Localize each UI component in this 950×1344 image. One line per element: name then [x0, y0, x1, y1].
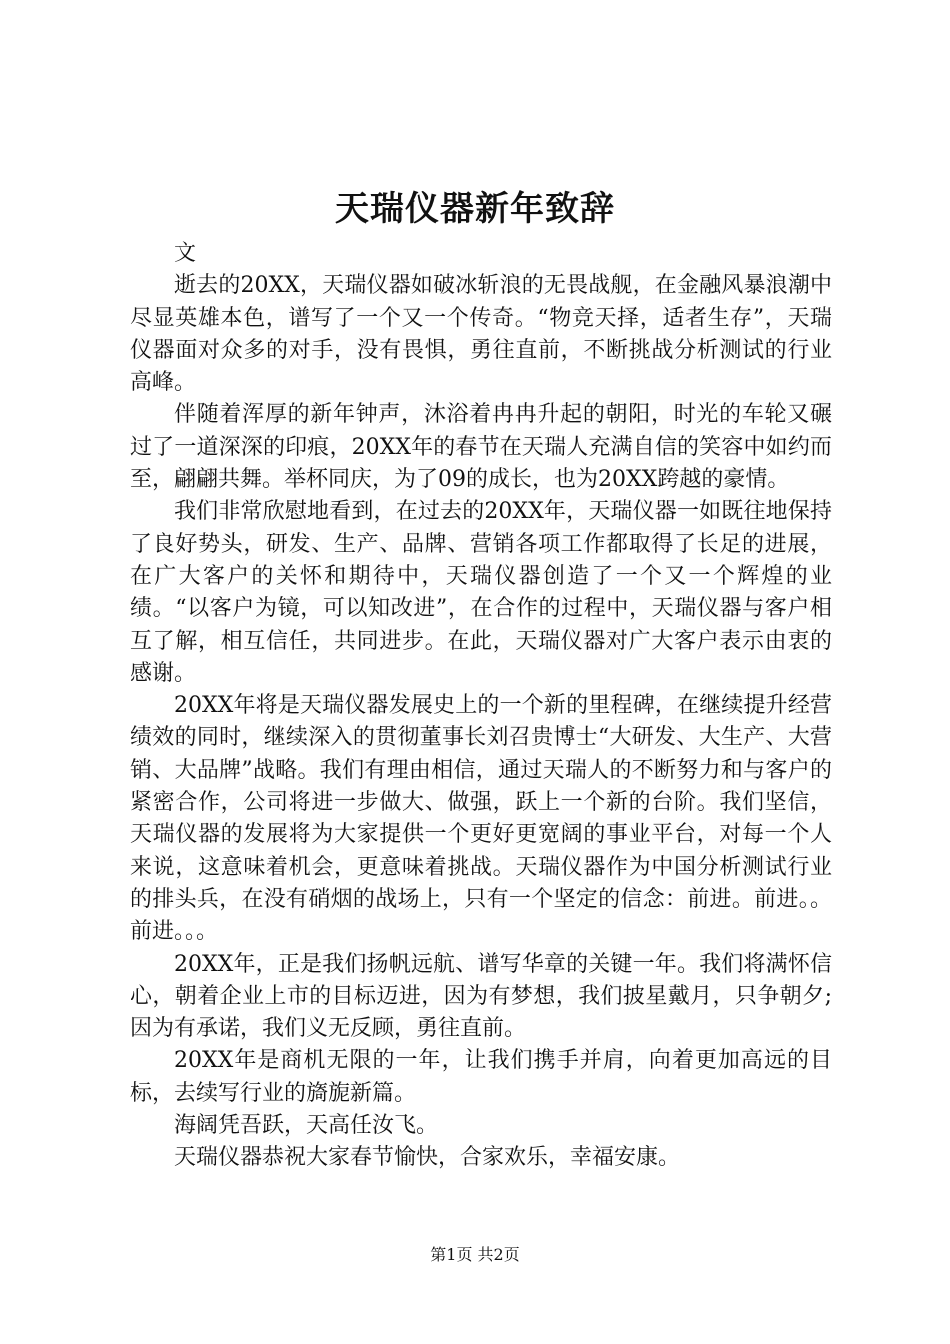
page-number-footer: 第1页 共2页 — [430, 1245, 520, 1264]
paragraph: 逝去的20XX，天瑞仪器如破冰斩浪的无畏战舰，在金融风暴浪潮中尽显英雄本色，谱写了一个又一个传奇。“物竞天择，适者生存”，天瑞仪器面对众多的对手，没有畏惧，勇往直前，不断挑战分析测试的行业高峰。 — [130, 273, 832, 396]
paragraph: 20XX年将是天瑞仪器发展史上的一个新的里程碑，在继续提升经营绩效的同时，继续深入的贯彻董事长刘召贵博士“大研发、大生产、大营销、大品牌”战略。我们有理由相信，通过天瑞人的不断努力和与客户的紧密合作，公司将进一步做大、做强，跃上一个新的台阶。我们坚信，天瑞仪器的发展将为大家提供一个更好更宽阔的事业平台，对每一个人来说，这意味着机会，更意味着挑战。天瑞仪器作为中国分析测试行业的排头兵，在没有硝烟的战场上，只有一个坚定的信念：前进。前进。。前进。。。 — [130, 693, 832, 945]
paragraph: 20XX年，正是我们扬帆远航、谱写华章的关键一年。我们将满怀信心，朝着企业上市的目标迈进，因为有梦想，我们披星戴月，只争朝夕;因为有承诺，我们义无反顾，勇往直前。 — [130, 951, 832, 1042]
paragraph: 我们非常欣慰地看到，在过去的20XX年，天瑞仪器一如既往地保持了良好势头，研发、生产、品牌、营销各项工作都取得了长足的进展，在广大客户的关怀和期待中，天瑞仪器创造了一个又一个辉煌的业绩。“以客户为镜，可以知改进”，在合作的过程中，天瑞仪器与客户相互了解，相互信任，共同进步。在此，天瑞仪器对广大客户表示由衷的感谢。 — [130, 499, 832, 686]
paragraph: 天瑞仪器恭祝大家春节愉快，合家欢乐，幸福安康。 — [174, 1145, 681, 1171]
paragraph: 20XX年是商机无限的一年，让我们携手并肩，向着更加高远的目标，去续写行业的旖旎新篇。 — [130, 1048, 832, 1106]
paragraph: 伴随着浑厚的新年钟声，沐浴着冉冉升起的朝阳，时光的车轮又碾过了一道深深的印痕，20XX年的春节在天瑞人充满自信的笑容中如约而至，翩翩共舞。举杯同庆，为了09的成长，也为20XX跨越的豪情。 — [130, 402, 832, 493]
document-title: 天瑞仪器新年致辞 — [335, 189, 615, 229]
byline: 文 — [174, 241, 197, 266]
paragraph: 海阔凭吾跃，天高任汝飞。 — [174, 1113, 439, 1139]
document-body — [130, 238, 832, 1175]
